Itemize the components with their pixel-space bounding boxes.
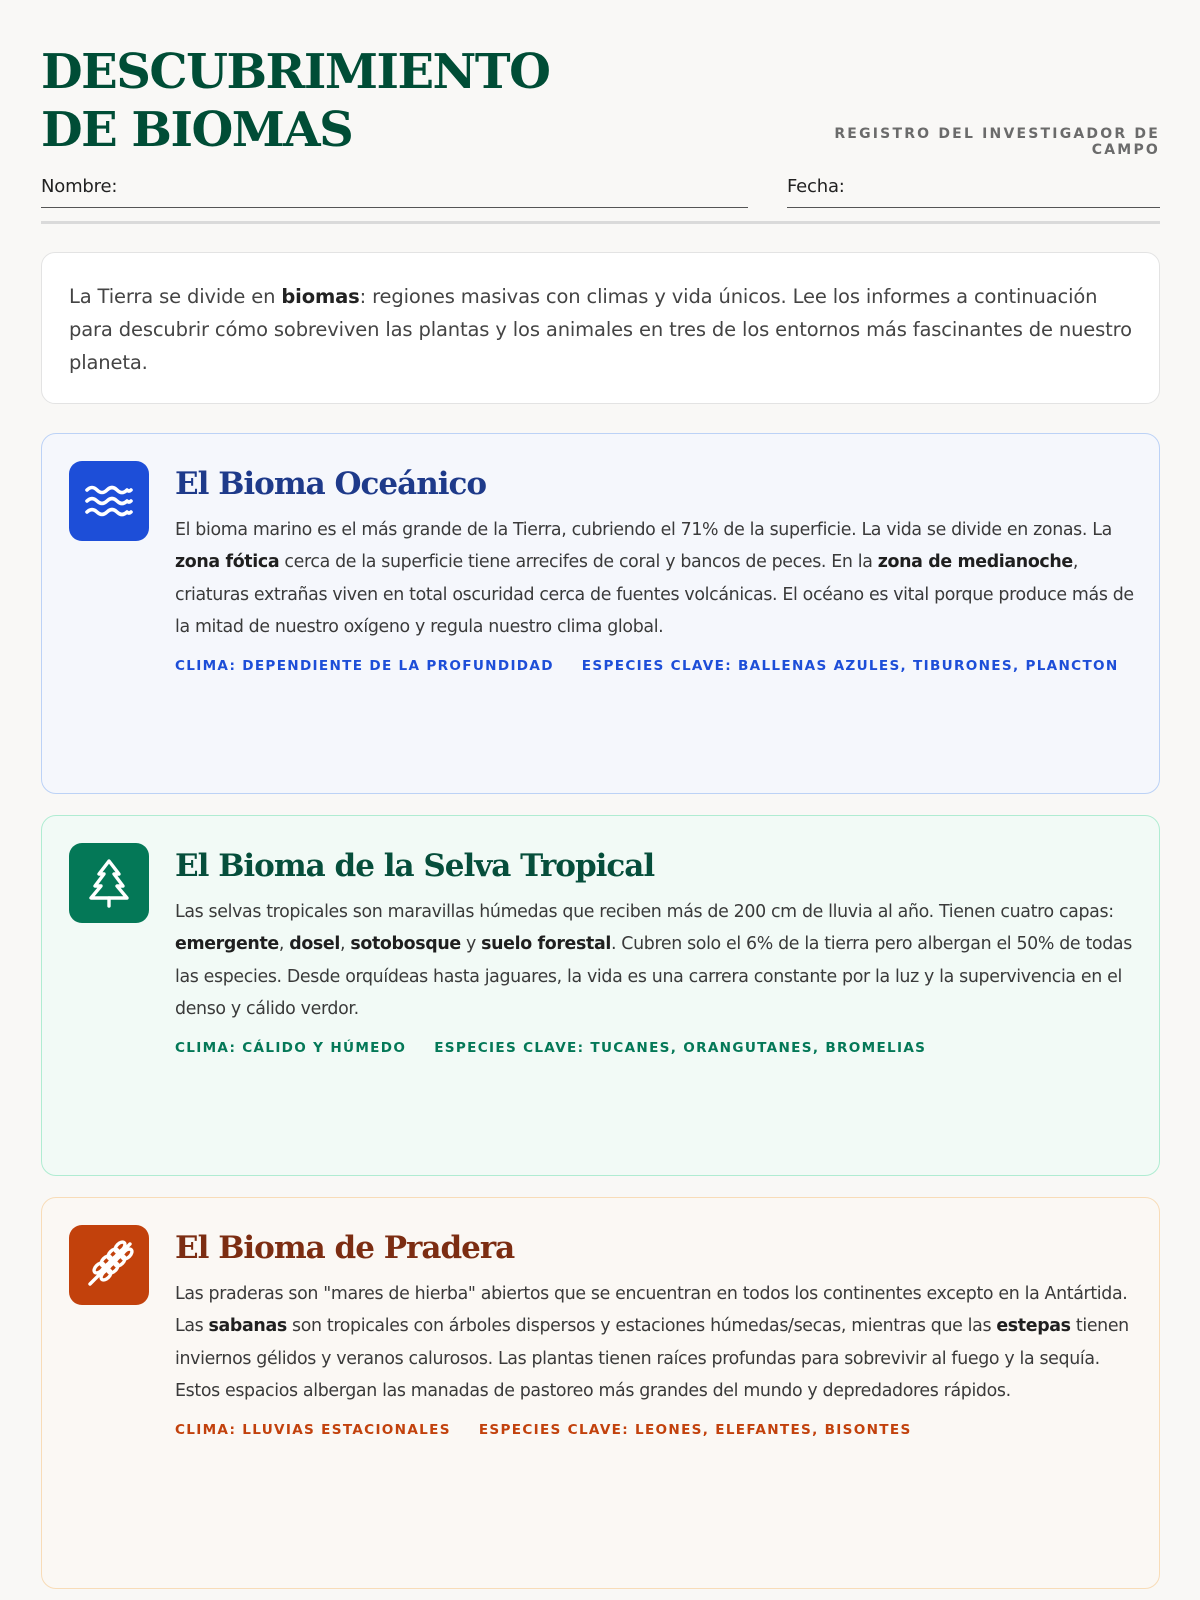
biome-title: El Bioma de Pradera [175,1230,515,1266]
intro-text-end: : regiones masivas con climas y vida únicos. Lee los informes a continuación para descubrir cómo sobreviven las plantas y los animales en tres de los entornos más fascinantes de nuestro planeta. [69,285,1132,374]
key-term: emergente [175,934,279,955]
text-run: Las praderas son "mares de hierba" abiertos que se encuentran en todos los continentes excepto en la Antártida. Las [175,1284,1128,1337]
date-field-label: Fecha: [787,176,845,197]
worksheet-header [41,0,1160,226]
climate-tag: CLIMA: LLUVIAS ESTACIONALES [175,1422,451,1438]
text-run: tienen inviernos gélidos y veranos calurosos. Las plantas tienen raíces profundas para sobrevivir al fuego y la sequía. Estos espacios albergan las manadas de pastoreo más grandes del mundo y depredadores rápidos. [175,1316,1129,1401]
key-term: estepas [996,1316,1071,1337]
intro-box [41,252,1160,404]
biome-card-grassland [41,1197,1160,1589]
key-term: sotobosque [350,934,461,955]
worksheet-page [41,0,1160,1438]
biome-description [175,1278,1135,1407]
header-divider [41,221,1160,224]
biome-description [175,514,1135,643]
key-term: dosel [289,934,340,955]
text-run: y [460,934,482,955]
page-subtitle: REGISTRO DEL INVESTIGADOR DE CAMPO [834,126,1160,158]
intro-text-bold: biomas [281,285,360,308]
key-term: zona fótica [175,552,280,573]
text-run: , criaturas extrañas viven en total oscuridad cerca de fuentes volcánicas. El océano es vital porque produce más de la mitad de nuestro oxígeno y regula nuestro clima global. [175,552,1134,637]
text-run: , [278,934,290,955]
biome-tags [175,658,1145,674]
biome-tags [175,1422,1145,1438]
species-tag: ESPECIES CLAVE: BALLENAS AZULES, TIBURONES, PLANCTON [581,658,1119,674]
intro-text-start: La Tierra se divide en [69,285,282,308]
biome-description [175,896,1135,1025]
name-field[interactable] [41,176,748,208]
key-term: zona de medianoche [877,552,1073,573]
text-run: Las selvas tropicales son maravillas húmedas que reciben más de 200 cm de lluvia al año. Tienen cuatro capas: [175,902,1114,922]
text-run: . Cubren solo el 6% de la tierra pero albergan el 50% de todas las especies. Desde orquídeas hasta jaguares, la vida es una carrera constante por la luz y la supervivencia en el denso y cálido verdor. [175,934,1132,1019]
biome-card-rainforest [41,815,1160,1176]
biome-title: El Bioma de la Selva Tropical [175,848,655,884]
wheat-icon [69,1225,149,1305]
biome-card-ocean [41,433,1160,794]
text-run: , [340,934,351,955]
text-run: cerca de la superficie tiene arrecifes de coral y bancos de peces. En la [279,552,878,573]
page-title: DESCUBRIMIENTO DE BIOMAS [41,44,550,158]
text-run: El bioma marino es el más grande de la Tierra, cubriendo el 71% de la superficie. La vida se divide en zonas. La [175,520,1112,540]
name-field-label: Nombre: [41,176,118,197]
climate-tag: CLIMA: DEPENDIENTE DE LA PROFUNDIDAD [175,658,554,674]
climate-tag: CLIMA: CÁLIDO Y HÚMEDO [175,1040,407,1056]
pine-tree-icon [69,843,149,923]
key-term: suelo forestal [481,934,611,955]
species-tag: ESPECIES CLAVE: LEONES, ELEFANTES, BISONTES [478,1422,912,1438]
key-term: sabanas [208,1316,287,1337]
biome-tags [175,1040,1145,1056]
species-tag: ESPECIES CLAVE: TUCANES, ORANGUTANES, BROMELIAS [434,1040,927,1056]
date-field[interactable] [787,176,1160,208]
intro-text [69,280,1133,379]
text-run: son tropicales con árboles dispersos y estaciones húmedas/secas, mientras que las [286,1316,997,1337]
waves-icon [69,461,149,541]
biome-title: El Bioma Oceánico [175,466,487,502]
